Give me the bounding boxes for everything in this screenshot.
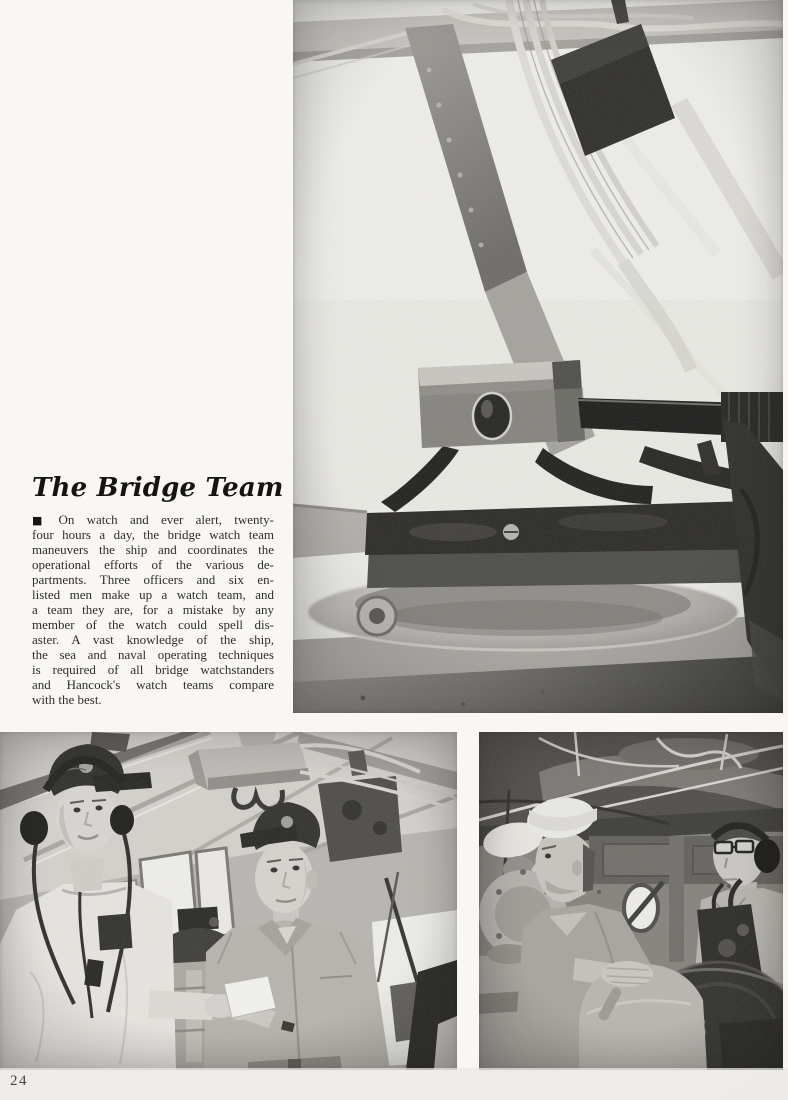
page-bottom-shading [0, 1068, 788, 1100]
body-line: maneuvers the ship and coordinates the [32, 542, 274, 557]
body-line: partments. Three officers and six en- [32, 572, 274, 587]
page-number: 24 [10, 1073, 28, 1089]
helm-illustration [479, 732, 783, 1070]
body-line [32, 512, 274, 527]
photo-phone-talker-and-officer [0, 732, 457, 1070]
body-line: is required of all bridge watchstanders [32, 662, 274, 677]
body-line: the sea and naval operating techniques [32, 647, 274, 662]
article-title: The Bridge Team [32, 473, 284, 503]
article-body [32, 512, 274, 707]
body-line: aster. A vast knowledge of the ship, [32, 632, 274, 647]
body-line: four hours a day, the bridge watch team [32, 527, 274, 542]
body-line-text: On watch and ever alert, twenty- [58, 512, 274, 527]
film-grain [293, 0, 783, 713]
film-grain [479, 732, 783, 1070]
body-line: with the best. [32, 692, 102, 707]
pelorus-illustration [293, 0, 783, 713]
body-line: listed men make up a watch team, and [32, 587, 274, 602]
body-line: and Hancock's watch teams compare [32, 677, 274, 692]
bridge-watch-illustration [0, 732, 457, 1070]
body-line: a team they are, for a mistake by any [32, 602, 274, 617]
photo-bridge-pelorus [293, 0, 783, 713]
film-grain [0, 732, 457, 1070]
photo-helm-station [479, 732, 783, 1070]
body-line: member of the watch could spell dis- [32, 617, 274, 632]
paragraph-marker: ■ [32, 514, 52, 527]
body-line: operational efforts of the various de- [32, 557, 274, 572]
article-bridge-team [32, 473, 284, 707]
